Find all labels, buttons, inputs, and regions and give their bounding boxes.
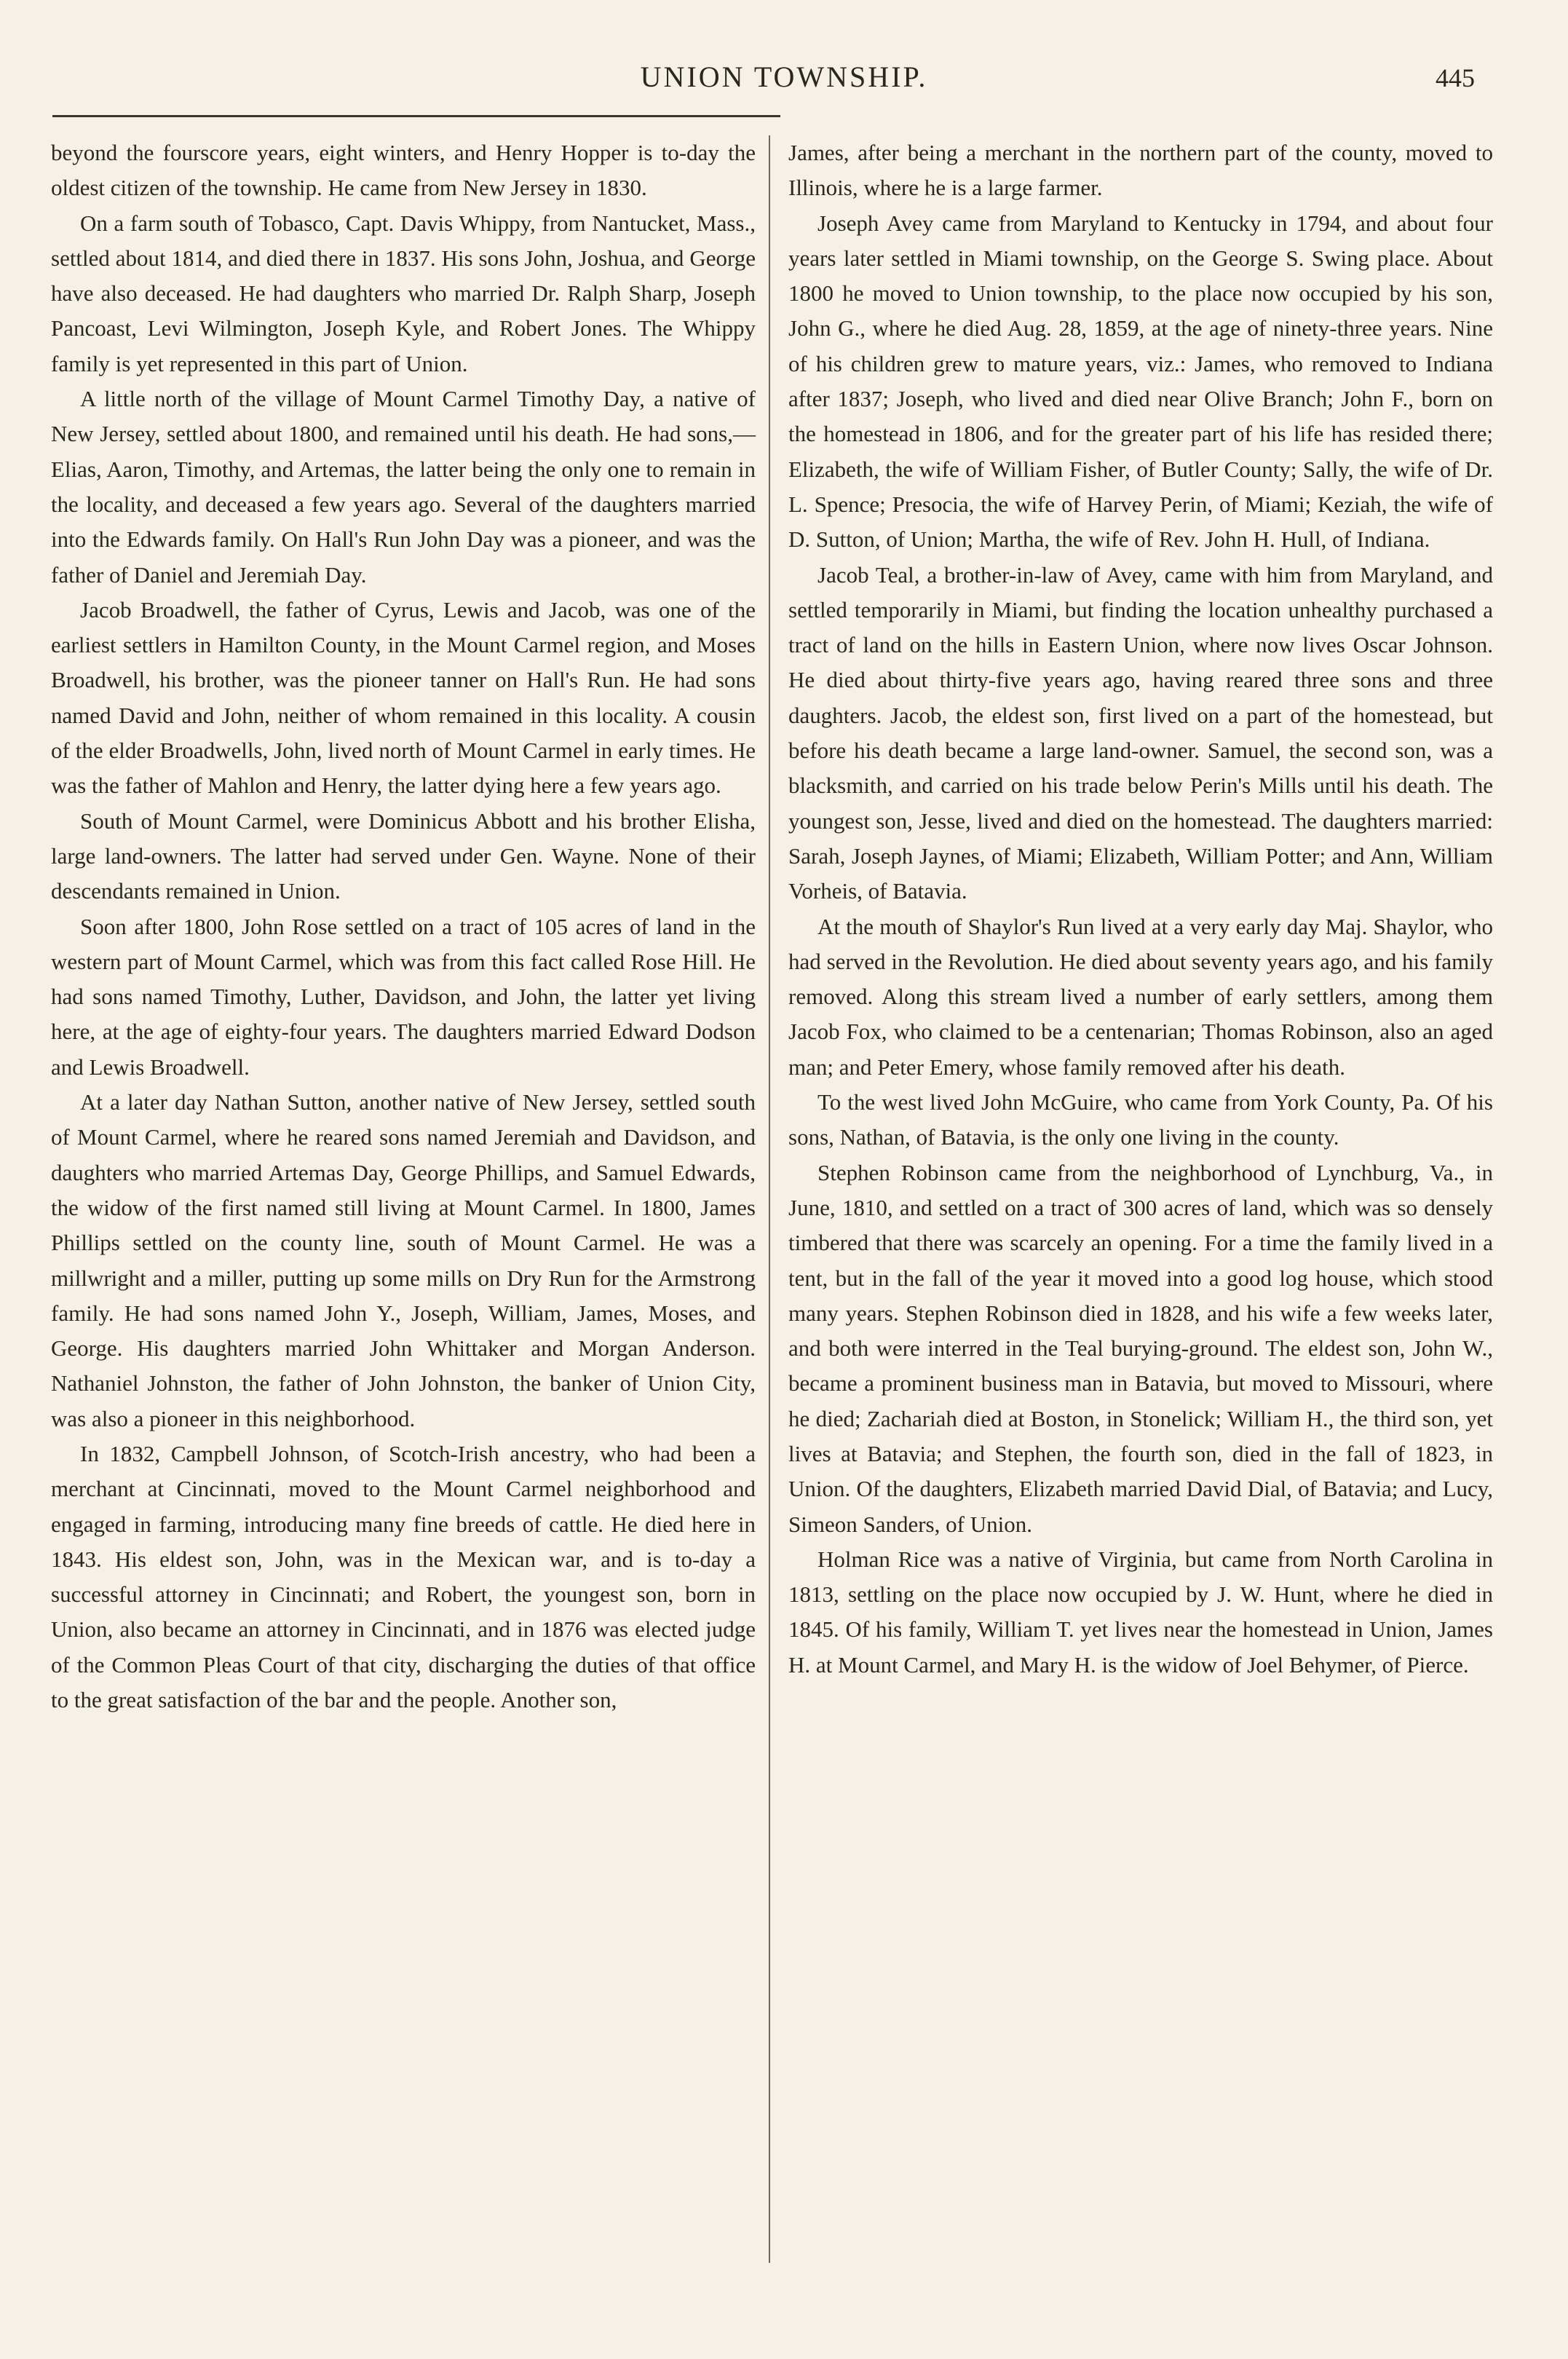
page-header (0, 0, 1568, 116)
paragraph: South of Mount Carmel, were Dominicus Abbott and his brother Elisha, large land-owners. The latter had served under Gen. Wayne. None of their descendants remained in Union. (51, 807, 756, 904)
paragraph: To the west lived John McGuire, who came from York County, Pa. Of his sons, Nathan, of Batavia, is the only one living in the county. (788, 1089, 1493, 1150)
paragraph: beyond the fourscore years, eight winters, and Henry Hopper is to-day the oldest citizen of the township. He came from New Jersey in 1830. (51, 140, 756, 201)
paragraph: At the mouth of Shaylor's Run lived at a very early day Maj. Shaylor, who had served in the Revolution. He died about seventy years ago, and his family removed. Along this stream lived a number of early settlers, among them Jacob Fox, who claimed to be a centenarian; Thomas Robinson, also an aged man; and Peter Emery, whose family removed after his death. (788, 913, 1493, 1080)
paragraph: Holman Rice was a native of Virginia, but came from North Carolina in 1813, settling on the place now occupied by J. W. Hunt, where he died in 1845. Of his family, William T. yet lives near the homestead in Union, James H. at Mount Carmel, and Mary H. is the widow of Joel Behymer, of Pierce. (788, 1546, 1493, 1678)
paragraph: Stephen Robinson came from the neighborhood of Lynchburg, Va., in June, 1810, and settled on a tract of 300 acres of land, which was so densely timbered that there was scarcely an opening. For a time the family lived in a tent, but in the fall of the year it moved into a good log house, which stood many years. Stephen Robinson died in 1828, and his wife a few weeks later, and both were interred in the Teal burying-ground. The eldest son, John W., became a prominent business man in Batavia, but moved to Missouri, where he died; Zachariah died at Boston, in Stonelick; William H., the third son, yet lives at Batavia; and Stephen, the fourth son, died in the fall of 1823, in Union. Of the daughters, Elizabeth married David Dial, of Batavia; and Lucy, Simeon Sanders, of Union. (788, 1159, 1493, 1537)
right-column (788, 135, 1493, 1683)
paragraph: Joseph Avey came from Maryland to Kentucky in 1794, and about four years later settled in Miami township, on the George S. Swing place. About 1800 he moved to Union township, to the place now occupied by his son, John G., where he died Aug. 28, 1859, at the age of ninety-three years. Nine of his children grew to mature years, viz.: James, who removed to Indiana after 1837; Joseph, who lived and died near Olive Branch; John F., born on the homestead in 1806, and for the greater part of his life has resided there; Elizabeth, the wife of William Fisher, of Butler County; Sally, the wife of Dr. L. Spence; Presocia, the wife of Harvey Perin, of Miami; Keziah, the wife of D. Sutton, of Union; Martha, the wife of Rev. John H. Hull, of Indiana. (788, 210, 1493, 553)
running-title: UNION TOWNSHIP. (640, 60, 928, 93)
column-divider (769, 135, 770, 2263)
paragraph: James, after being a merchant in the northern part of the county, moved to Illinois, where he is a large farmer. (788, 140, 1493, 201)
paragraph: A little north of the village of Mount Carmel Timothy Day, a native of New Jersey, settled about 1800, and remained until his death. He had sons,—Elias, Aaron, Timothy, and Artemas, the latter being the only one to remain in the locality, and deceased a few years ago. Several of the daughters married into the Edwards family. On Hall's Run John Day was a pioneer, and was the father of Daniel and Jeremiah Day. (51, 386, 756, 588)
left-column (51, 135, 756, 1718)
paragraph: Jacob Broadwell, the father of Cyrus, Lewis and Jacob, was one of the earliest settlers in Hamilton County, in the Mount Carmel region, and Moses Broadwell, his brother, was the pioneer tanner on Hall's Run. He had sons named David and John, neither of whom remained in this locality. A cousin of the elder Broadwells, John, lived north of Mount Carmel in early times. He was the father of Mahlon and Henry, the latter dying here a few years ago. (51, 596, 756, 799)
paragraph: Jacob Teal, a brother-in-law of Avey, came with him from Maryland, and settled temporarily in Miami, but finding the location unhealthy purchased a tract of land on the hills in Eastern Union, where now lives Oscar Johnson. He died about thirty-five years ago, having reared three sons and three daughters. Jacob, the eldest son, first lived on a part of the homestead, but before his death became a large land-owner. Samuel, the second son, was a blacksmith, and carried on his trade below Perin's Mills until his death. The youngest son, Jesse, lived and died on the homestead. The daughters married: Sarah, Joseph Jaynes, of Miami; Elizabeth, William Potter; and Ann, William Vorheis, of Batavia. (788, 561, 1493, 904)
page-number: 445 (1436, 63, 1475, 92)
paragraph: On a farm south of Tobasco, Capt. Davis Whippy, from Nantucket, Mass., settled about 1814, and died there in 1837. His sons John, Joshua, and George have also deceased. He had daughters who married Dr. Ralph Sharp, Joseph Pancoast, Levi Wilmington, Joseph Kyle, and Robert Jones. The Whippy family is yet represented in this part of Union. (51, 210, 756, 376)
paragraph: In 1832, Campbell Johnson, of Scotch-Irish ancestry, who had been a merchant at Cincinnati, moved to the Mount Carmel neighborhood and engaged in farming, introducing many fine breeds of cattle. He died here in 1843. His eldest son, John, was in the Mexican war, and is to-day a successful attorney in Cincinnati; and Robert, the youngest son, born in Union, also became an attorney in Cincinnati, and in 1876 was elected judge of the Common Pleas Court of that city, discharging the duties of that office to the great satisfaction of the bar and the people. Another son, (51, 1440, 756, 1713)
header-rule (52, 115, 780, 117)
paragraph: At a later day Nathan Sutton, another native of New Jersey, settled south of Mount Carmel, where he reared sons named Jeremiah and Davidson, and daughters who married Artemas Day, George Phillips, and Samuel Edwards, the widow of the first named still living at Mount Carmel. In 1800, James Phillips settled on the county line, south of Mount Carmel. He was a millwright and a miller, putting up some mills on Dry Run for the Armstrong family. He had sons named John Y., Joseph, William, James, Moses, and George. His daughters married John Whittaker and Morgan Anderson. Nathaniel Johnston, the father of John Johnston, the banker of Union City, was also a pioneer in this neighborhood. (51, 1089, 756, 1431)
paragraph: Soon after 1800, John Rose settled on a tract of 105 acres of land in the western part of Mount Carmel, which was from this fact called Rose Hill. He had sons named Timothy, Luther, Davidson, and John, the latter yet living here, at the age of eighty-four years. The daughters married Edward Dodson and Lewis Broadwell. (51, 913, 756, 1080)
